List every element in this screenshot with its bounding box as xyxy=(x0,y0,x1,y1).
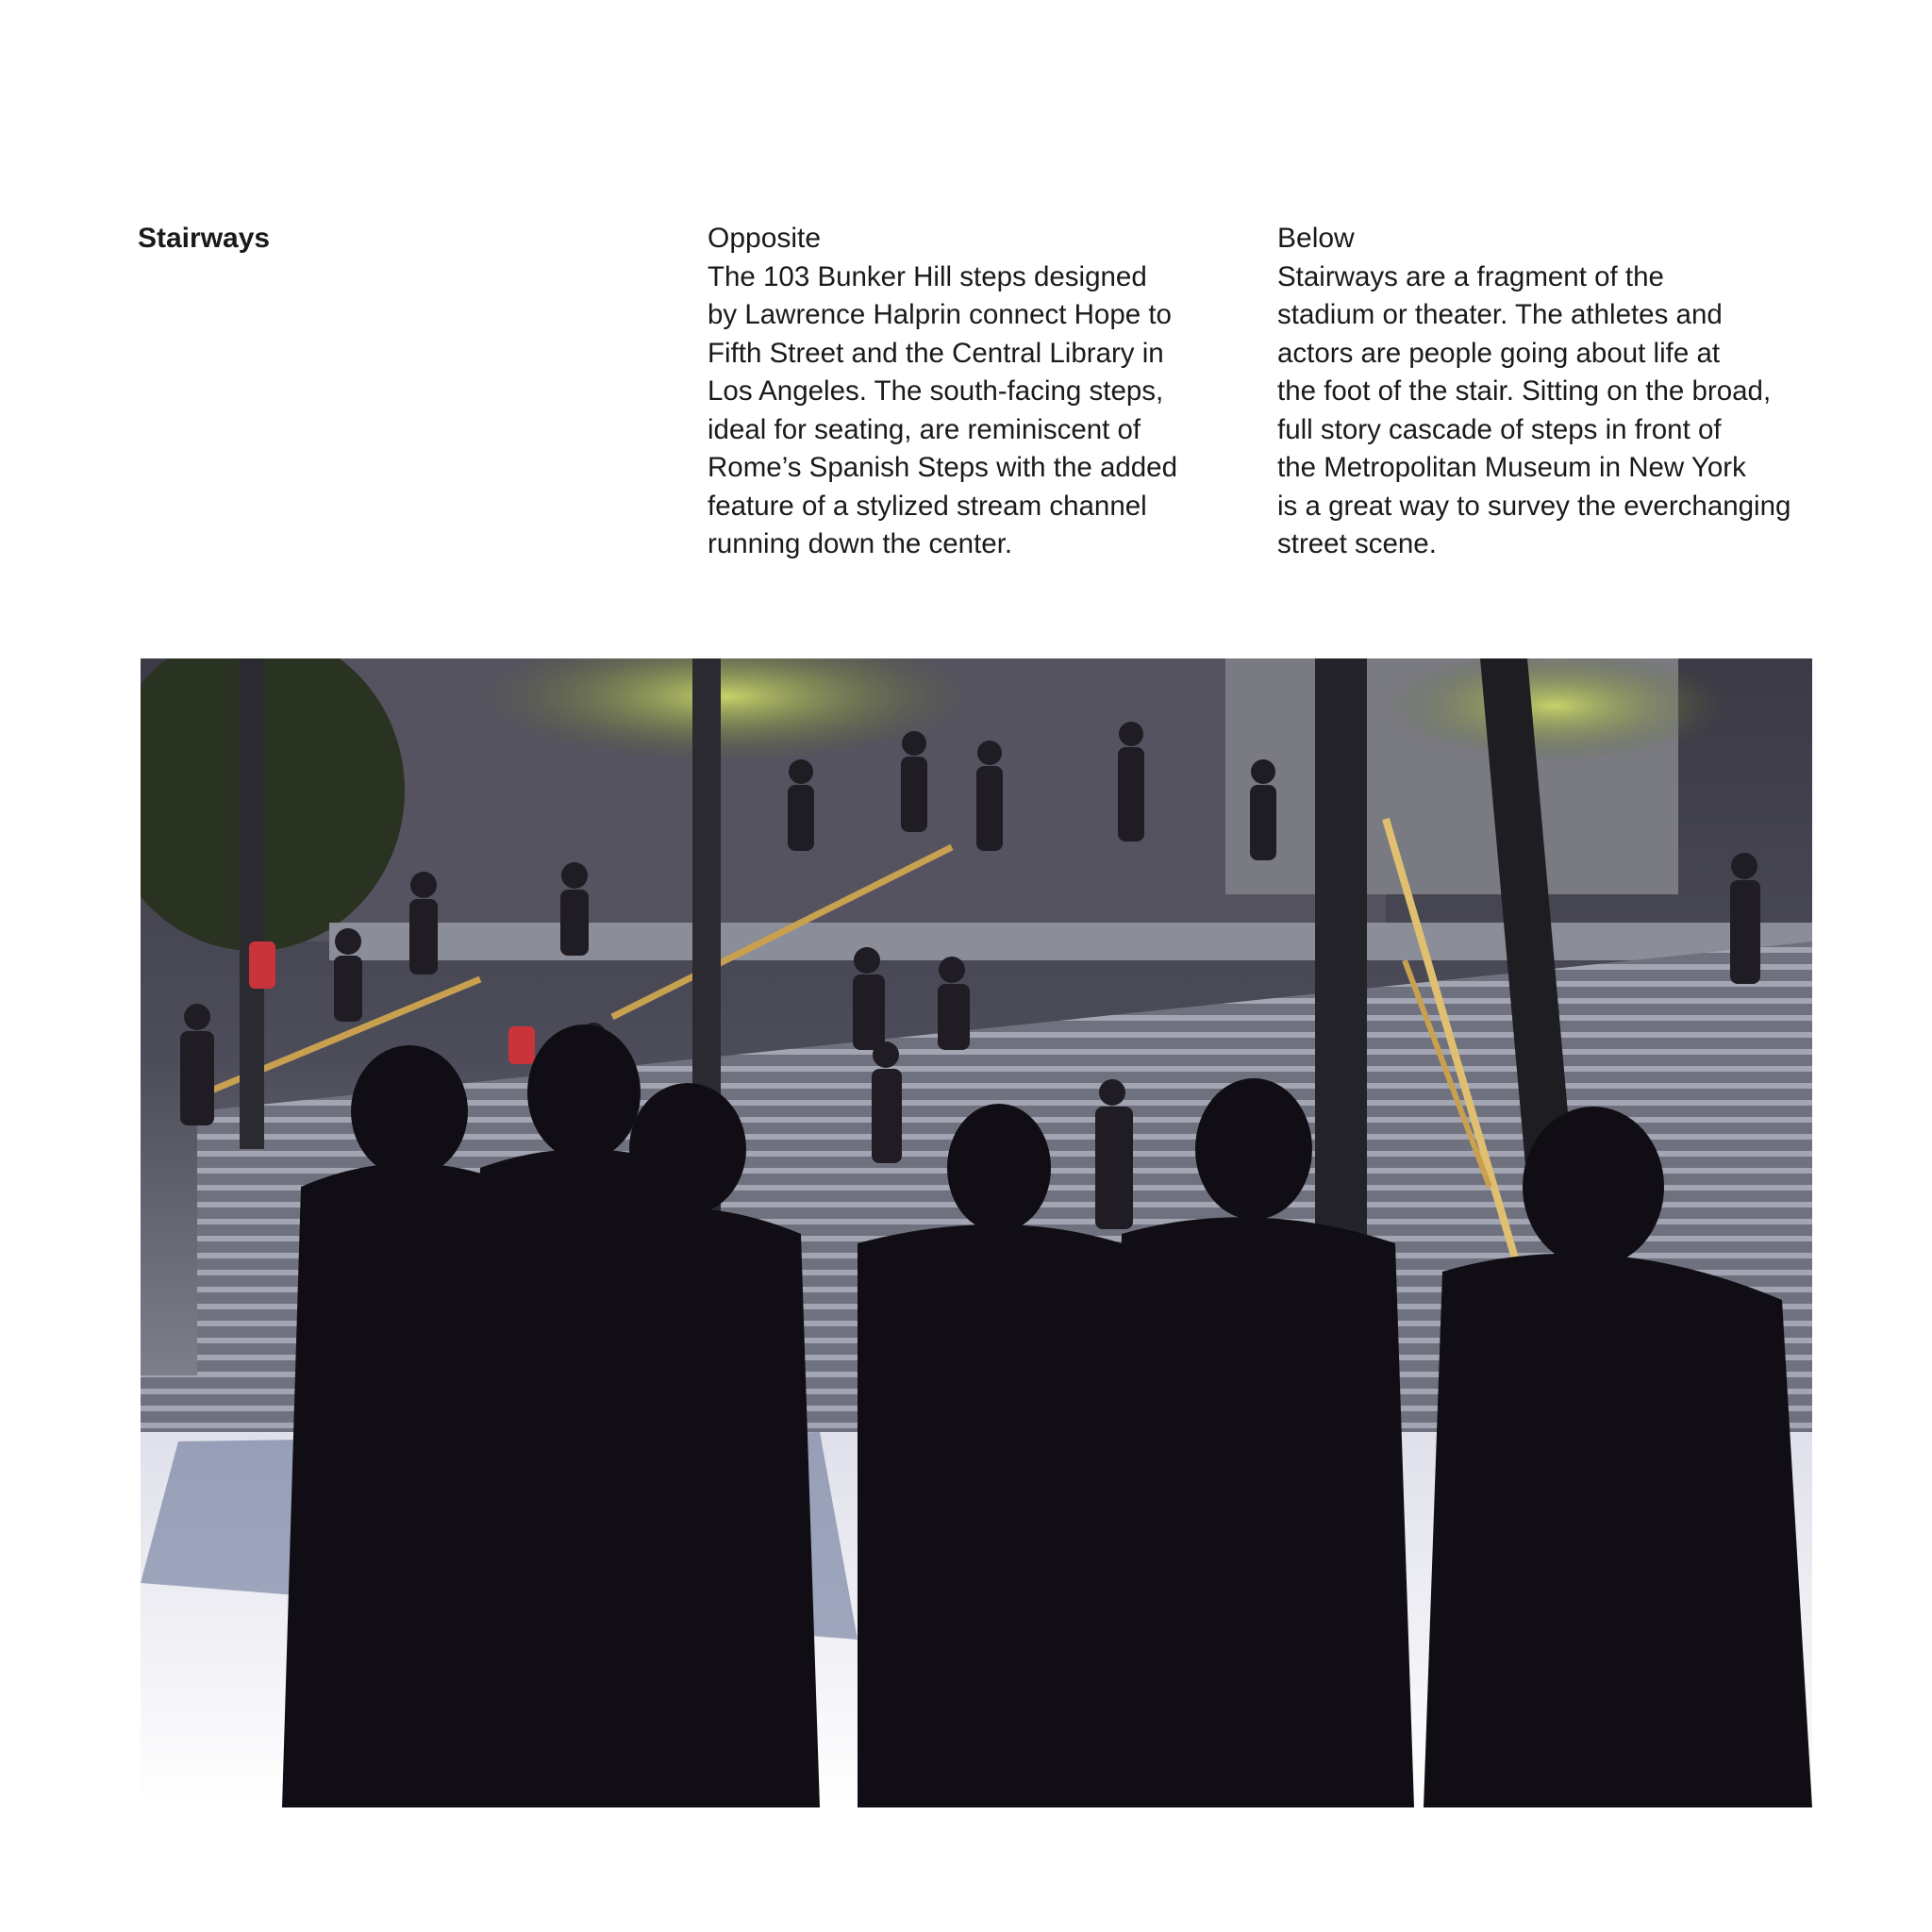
caption-line: stadium or theater. The athletes and xyxy=(1277,299,1723,330)
caption-opposite-heading: Opposite xyxy=(708,223,822,254)
caption-below-heading: Below xyxy=(1277,223,1355,254)
caption-opposite xyxy=(708,220,1274,564)
caption-line: Los Angeles. The south-facing steps, xyxy=(708,375,1164,407)
caption-opposite-body xyxy=(708,258,1274,564)
caption-line: Rome’s Spanish Steps with the added xyxy=(708,452,1177,483)
stairway-photo-illustration xyxy=(141,658,1812,1807)
caption-line: the Metropolitan Museum in New York xyxy=(1277,452,1746,483)
section-title: Stairways xyxy=(138,223,271,254)
caption-line: Fifth Street and the Central Library in xyxy=(708,337,1164,369)
caption-line: ideal for seating, are reminiscent of xyxy=(708,413,1141,445)
caption-line: Stairways are a fragment of the xyxy=(1277,260,1664,292)
caption-line: the foot of the stair. Sitting on the broad, xyxy=(1277,375,1772,407)
caption-line: feature of a stylized stream channel xyxy=(708,490,1147,522)
caption-line: by Lawrence Halprin connect Hope to xyxy=(708,299,1172,330)
caption-line: is a great way to survey the everchanging xyxy=(1277,490,1791,522)
stairway-photo xyxy=(141,658,1812,1807)
caption-line: street scene. xyxy=(1277,528,1437,559)
caption-line: full story cascade of steps in front of xyxy=(1277,413,1722,445)
caption-below xyxy=(1277,220,1843,564)
caption-line: actors are people going about life at xyxy=(1277,337,1721,369)
caption-line: The 103 Bunker Hill steps designed xyxy=(708,260,1147,292)
caption-below-body xyxy=(1277,258,1843,564)
caption-line: running down the center. xyxy=(708,528,1013,559)
